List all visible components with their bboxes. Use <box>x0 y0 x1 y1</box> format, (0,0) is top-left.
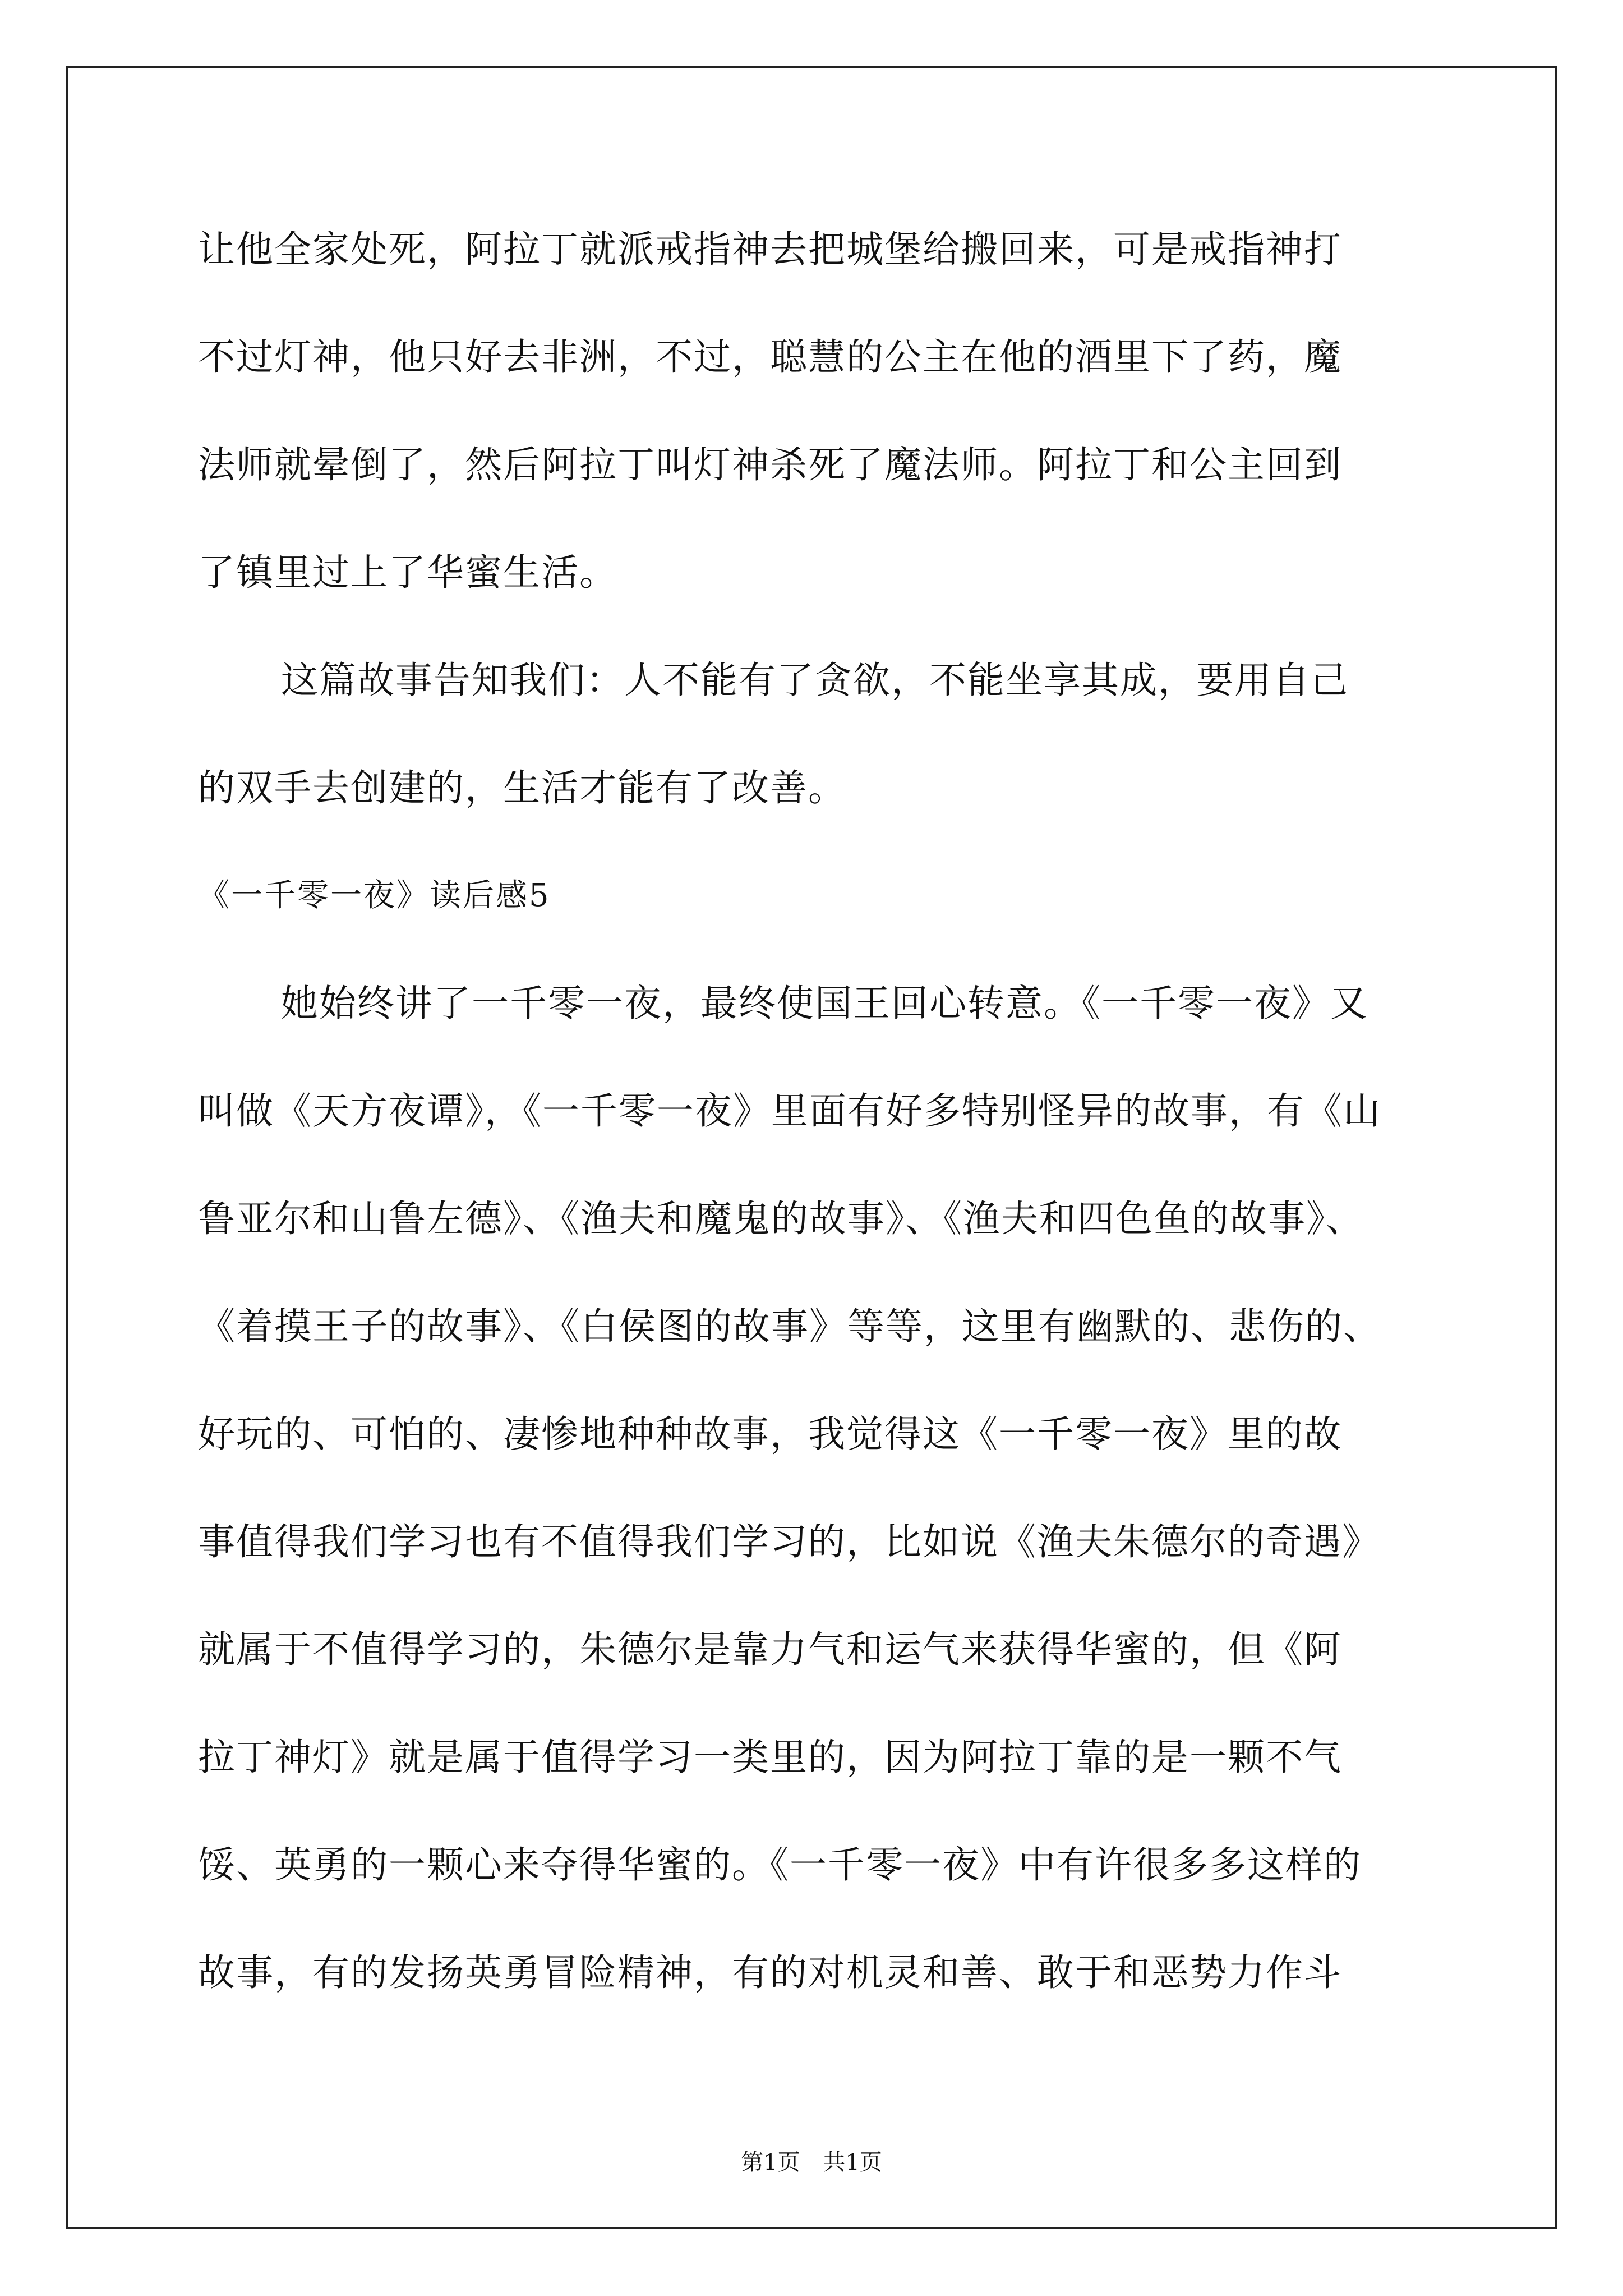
paragraph-line: 鲁亚尔和山鲁左德》、《渔夫和魔鬼的故事》、《渔夫和四色鱼的故事》、 <box>198 1197 1364 1240</box>
paragraph-line: 法师就晕倒了，然后阿拉丁叫灯神杀死了魔法师。阿拉丁和公主回到 <box>198 443 1342 486</box>
paragraph-line: 了镇里过上了华蜜生活。 <box>198 551 617 594</box>
paragraph-line: 就属于不值得学习的，朱德尔是靠力气和运气来获得华蜜的，但《阿 <box>198 1628 1342 1671</box>
paragraph-line: 馁、英勇的一颗心来夺得华蜜的。《一千零一夜》中有许很多多这样的 <box>198 1843 1362 1887</box>
paragraph-line: 拉丁神灯》就是属于值得学习一类里的，因为阿拉丁靠的是一颗不气 <box>198 1736 1342 1779</box>
section-heading: 《一千零一夜》读后感5 <box>198 877 551 914</box>
page-total: 共1页 <box>823 2150 882 2175</box>
paragraph-line: 的双手去创建的，生活才能有了改善。 <box>198 766 846 809</box>
paragraph-line: 不过灯神，他只好去非洲，不过，聪慧的公主在他的酒里下了药，魔 <box>198 335 1342 379</box>
paragraph-line: 这篇故事告知我们：人不能有了贪欲，不能坐享其成，要用自己 <box>281 659 1349 702</box>
page-number: 第1页 <box>741 2150 800 2175</box>
page-border <box>66 66 1557 2229</box>
paragraph-line: 故事，有的发扬英勇冒险精神，有的对机灵和善、敢于和恶势力作斗 <box>198 1951 1342 1994</box>
paragraph-line: 事值得我们学习也有不值得我们学习的，比如说《渔夫朱德尔的奇遇》 <box>198 1520 1380 1563</box>
paragraph-line: 叫做《天方夜谭》，《一千零一夜》里面有好多特别怪异的故事，有《山 <box>198 1089 1381 1133</box>
paragraph-line: 她始终讲了一千零一夜，最终使国王回心转意。《一千零一夜》又 <box>281 982 1368 1025</box>
paragraph-line: 好玩的、可怕的、凄惨地种种故事，我觉得这《一千零一夜》里的故 <box>198 1412 1342 1456</box>
paragraph-line: 《着摸王子的故事》、《白侯图的故事》等等，这里有幽默的、悲伤的、 <box>198 1305 1381 1348</box>
page-footer <box>0 2148 1623 2177</box>
paragraph-line: 让他全家处死，阿拉丁就派戒指神去把城堡给搬回来，可是戒指神打 <box>198 228 1342 271</box>
